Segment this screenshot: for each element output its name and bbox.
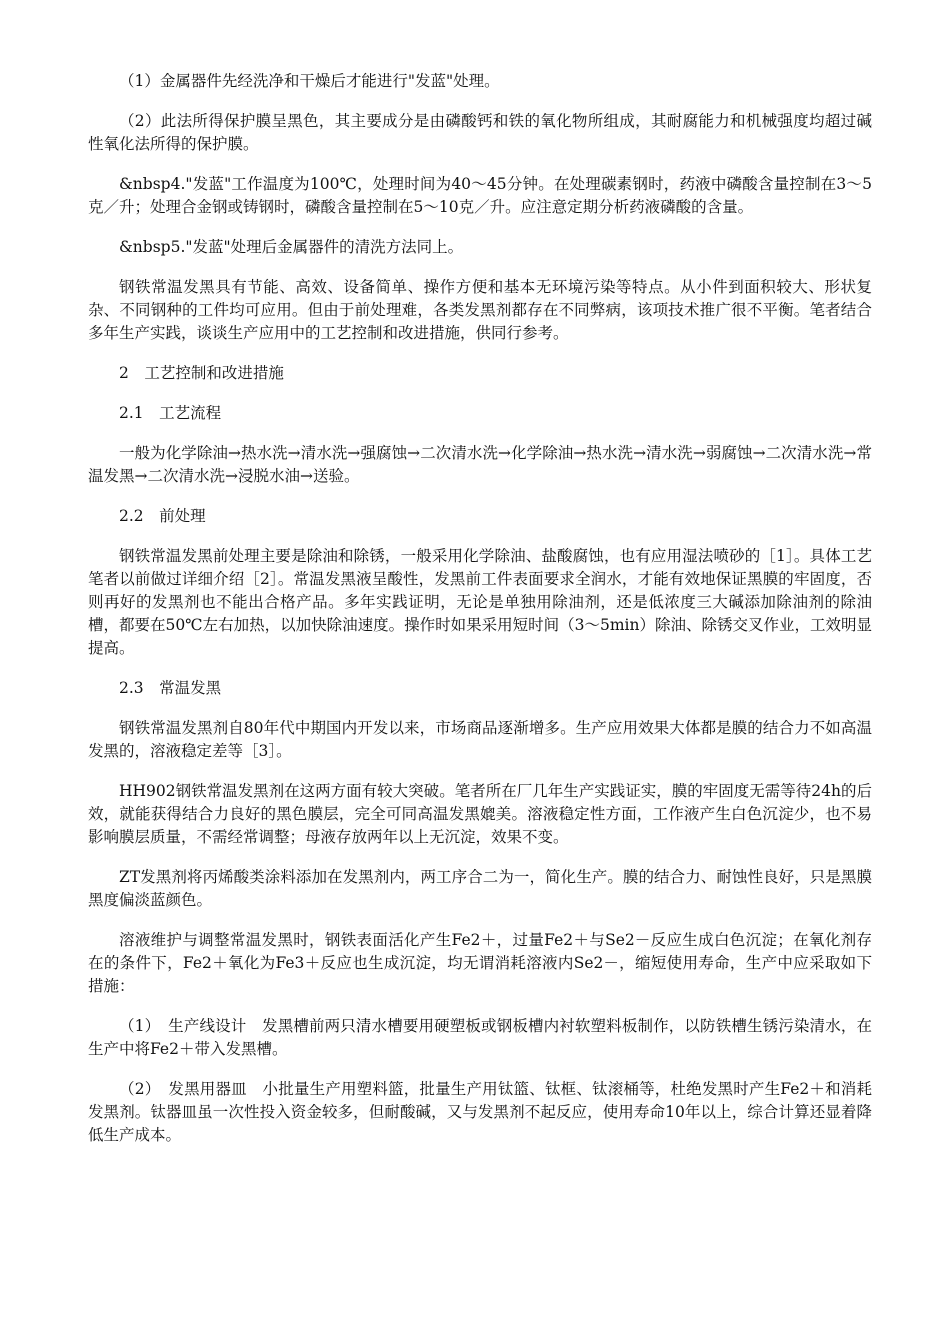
paragraph-film-composition: （2）此法所得保护膜呈黑色，其主要成分是由磷酸钙和铁的氧化物所组成，其耐腐能力和机械强度均超过碱性氧化法所得的保护膜。	[88, 112, 872, 153]
paragraph-hh902: HH902钢铁常温发黑剂在这两方面有较大突破。笔者所在厂几年生产实践证实，膜的牢固度无需等待24h的后效，就能获得结合力良好的黑色膜层，完全可同高温发黑媲美。溶液稳定性方面，工作液产生白色沉淀少，也不易影响膜层质量，不需经常调整；母液存放两年以上无沉淀，效果不变。	[88, 782, 872, 846]
paragraph-cleaning-note: （1）金属器件先经洗净和干燥后才能进行"发蓝"处理。	[119, 72, 500, 90]
paragraph-zt-agent: ZT发黑剂将丙烯酸类涂料添加在发黑剂内，两工序合二为一，简化生产。膜的结合力、耐蚀性良好，只是黑膜黑度偏淡蓝颜色。	[88, 868, 872, 909]
paragraph-measure-2: （2） 发黑用器皿 小批量生产用塑料篮，批量生产用钛篮、钛框、钛滚桶等，杜绝发黑时产生Fe2＋和消耗发黑剂。钛器皿虽一次性投入资金较多，但耐酸碱，又与发黑剂不起反应，使用寿命10年以上，综合计算还显着降低生产成本。	[88, 1080, 872, 1144]
section-heading-2-1: 2.1 工艺流程	[119, 404, 222, 422]
document-body	[88, 70, 872, 1164]
paragraph-temperature: &nbsp4."发蓝"工作温度为100℃，处理时间为40～45分钟。在处理碳素钢时，药液中磷酸含量控制在3～5克／升；处理合金钢或铸钢时，磷酸含量控制在5～10克／升。应注意定期分析药液磷酸的含量。	[88, 175, 872, 216]
paragraph-intro: 钢铁常温发黑具有节能、高效、设备简单、操作方便和基本无环境污染等特点。从小件到面积较大、形状复杂、不同钢种的工件均可应用。但由于前处理难，各类发黑剂都存在不同弊病，该项技术推广很不平衡。笔者结合多年生产实践，谈谈生产应用中的工艺控制和改进措施，供同行参考。	[88, 278, 872, 342]
section-heading-2-2: 2.2 前处理	[119, 507, 206, 525]
paragraph-blackening-history: 钢铁常温发黑剂自80年代中期国内开发以来，市场商品逐渐增多。生产应用效果大体都是膜的结合力不如高温发黑的，溶液稳定差等［3］。	[88, 719, 872, 760]
paragraph-solution-maintenance: 溶液维护与调整常温发黑时，钢铁表面活化产生Fe2＋，过量Fe2＋与Se2－反应生成白色沉淀；在氧化剂存在的条件下，Fe2＋氧化为Fe3＋反应也生成沉淀，均无谓消耗溶液内Se2－，缩短使用寿命，生产中应采取如下措施：	[88, 931, 872, 995]
section-heading-2-3: 2.3 常温发黑	[119, 679, 222, 697]
paragraph-pretreatment: 钢铁常温发黑前处理主要是除油和除锈，一般采用化学除油、盐酸腐蚀，也有应用湿法喷砂的［1］。具体工艺笔者以前做过详细介绍［2］。常温发黑液呈酸性，发黑前工件表面要求全润水，才能有效地保证黑膜的牢固度，否则再好的发黑剂也不能出合格产品。多年实践证明，无论是单独用除油剂，还是低浓度三大碱添加除油剂的除油槽，都要在50℃左右加热，以加快除油速度。操作时如果采用短时间（3～5min）除油、除锈交叉作业，工效明显提高。	[88, 547, 872, 657]
paragraph-washing: &nbsp5."发蓝"处理后金属器件的清洗方法同上。	[119, 238, 464, 256]
paragraph-measure-1: （1） 生产线设计 发黑槽前两只清水槽要用硬塑板或钢板槽内衬软塑料板制作，以防铁槽生锈污染清水，在生产中将Fe2＋带入发黑槽。	[88, 1017, 872, 1058]
paragraph-process-flow: 一般为化学除油→热水洗→清水洗→强腐蚀→二次清水洗→化学除油→热水洗→清水洗→弱腐蚀→二次清水洗→常温发黑→二次清水洗→浸脱水油→送验。	[88, 444, 872, 485]
section-heading-2: 2 工艺控制和改进措施	[119, 364, 284, 382]
